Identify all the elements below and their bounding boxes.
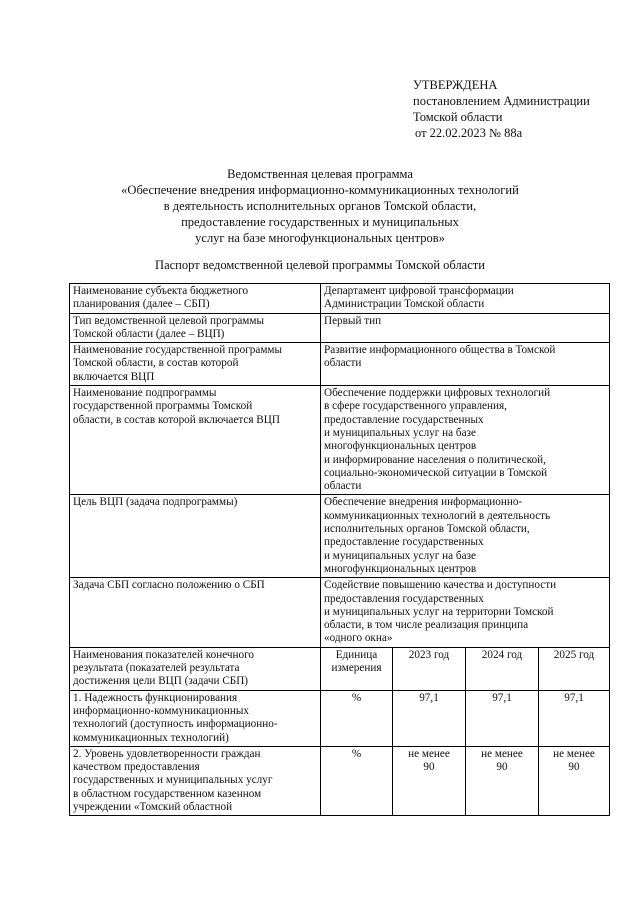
approval-line-1: постановлением Администрации [413,94,590,108]
row-value: Развитие информационного общества в Томской области [321,343,610,386]
row-label: Наименование субъекта бюджетного планирования (далее – СБП) [70,284,321,314]
row-value: Первый тип [321,313,610,343]
unit-header: Единица измерения [321,647,393,690]
passport-table [69,283,610,816]
row-value: Обеспечение внедрения информационно- коммуникационных технологий в деятельность исполнительных органов Томской области, предоставление государственных и муниципальных услуг на базе многофункциональных центров [321,495,610,578]
row-label: Тип ведомственной целевой программы Томской области (далее – ВЦП) [70,313,321,343]
indicator-value: 97,1 [393,690,466,746]
table-row [70,495,610,578]
indicator-row [70,690,610,746]
indicator-row [70,746,610,815]
row-label: Задача СБП согласно положению о СБП [70,578,321,647]
table-row [70,386,610,495]
title-line: «Обеспечение внедрения информационно-коммуникационных технологий [121,183,519,197]
row-value: Обеспечение поддержки цифровых технологий в сфере государственного управления, предоставление государственных и муниципальных услуг на базе многофункциональных центров и информирование населения о политической, социально-экономической ситуации в Томской области [321,386,610,495]
indicator-name: 1. Надежность функционирования информационно-коммуникационных технологий (доступность информационно- коммуникационных технологий) [70,690,321,746]
title-line: в деятельность исполнительных органов Томской области, [163,199,477,213]
year-header: 2023 год [393,647,466,690]
table-row [70,284,610,314]
row-value: Департамент цифровой трансформации Администрации Томской области [321,284,610,314]
table-row [70,313,610,343]
row-label: Наименование государственной программы Томской области, в состав которой включается ВЦП [70,343,321,386]
indicator-name: 2. Уровень удовлетворенности граждан качеством предоставления государственных и муниципальных услуг в областном государственном казенном учреждении «Томский областной [70,746,321,815]
title-line: услуг на базе многофункциональных центров» [195,231,445,245]
document-title [60,166,580,246]
indicator-value: 97,1 [539,690,610,746]
approval-line-2: Томской области [413,110,503,124]
title-line: Ведомственная целевая программа [227,167,413,181]
table-row [70,578,610,647]
year-header: 2024 год [466,647,539,690]
approval-status: УТВЕРЖДЕНА [413,78,498,92]
year-header: 2025 год [539,647,610,690]
row-label: Цель ВЦП (задача подпрограммы) [70,495,321,578]
indicator-value: не менее 90 [539,746,610,815]
passport-heading: Паспорт ведомственной целевой программы Томской области [155,258,485,272]
indicator-value: не менее 90 [466,746,539,815]
indicators-header-row [70,647,610,690]
indicator-unit: % [321,690,393,746]
indicator-value: 97,1 [466,690,539,746]
approval-stamp [413,77,590,141]
title-line: предоставление государственных и муниципальных [181,215,459,229]
indicator-name-header: Наименования показателей конечного результата (показателей результата достижения цели ВЦП (задачи СБП) [70,647,321,690]
approval-date: от 22.02.2023 № 88а [415,126,523,140]
row-label: Наименование подпрограммы государственной программы Томской области, в состав которой включается ВЦП [70,386,321,495]
indicator-unit: % [321,746,393,815]
indicator-value: не менее 90 [393,746,466,815]
row-value: Содействие повышению качества и доступности предоставления государственных и муниципальных услуг на территории Томской области, в том числе реализация принципа «одного окна» [321,578,610,647]
table-row [70,343,610,386]
